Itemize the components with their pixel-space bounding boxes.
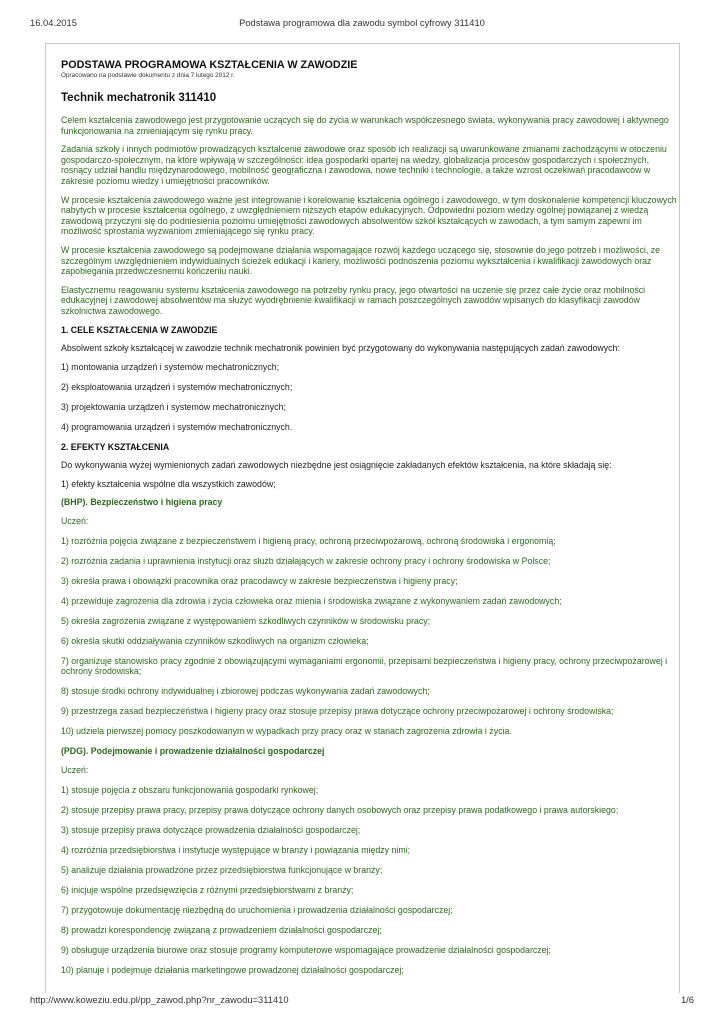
main-title: PODSTAWA PROGRAMOWA KSZTAŁCENIA W ZAWODZIE bbox=[61, 59, 358, 71]
list-item: 2) rozróżnia zadania i uprawnienia instytucji oraz służb działających w zakresie ochrony pracy i ochrony środowiska w Polsce; bbox=[61, 555, 551, 566]
list-item: 5) określa zagrożenia związane z występowaniem szkodliwych czynników w środowisku pracy; bbox=[61, 615, 431, 626]
subsection-heading: (BHP). Bezpieczeństwo i higiena pracy bbox=[61, 497, 223, 508]
list-item: 6) inicjuje wspólne przedsięwzięcia z różnymi przedsiębiorstwami z branży; bbox=[61, 884, 354, 895]
page-number: 1/6 bbox=[680, 994, 694, 1005]
list-item: 10) udziela pierwszej pomocy poszkodowanym w wypadkach przy pracy oraz w stanach zagrożenia zdrowia i życia. bbox=[61, 726, 512, 737]
list-item: 1) stosuje pojęcia z obszaru funkcjonowania gospodarki rynkowej; bbox=[61, 785, 319, 795]
intro-paragraph: W procesie kształcenia zawodowego ważne jest integrowanie i korelowanie kształcenia ogólnego i zawodowego, w tym doskonalenie kompetencji kluczowych nabytych w procesie kształcenia ogólnego, z uwzględnieniem niższych etapów edukacyjnych. Odpowiedni poziom wiedzy ogólnej powiązanej z wiedzą zawodową przyczyni się do podniesienia poziomu umiejętności zawodowych absolwentów szkół kształcących w zawodach, a tym samym zapewni im możliwość sprostania wyzwaniom zmieniającego się rynku pracy. bbox=[61, 194, 677, 237]
intro-paragraph: Elastycznemu reagowaniu systemu kształcenia zawodowego na potrzeby rynku pracy, jego otwartości na uczenie się przez całe życie oraz mobilności edukacyjnej i zawodowej absolwentów ma służyć wyodrębnienie kwalifikacji w ramach poszczególnych zawodów wpisanych do klasyfikacji zawodów szkolnictwa zawodowego. bbox=[61, 284, 646, 316]
profession-title: Technik mechatronik 311410 bbox=[61, 92, 217, 104]
student-label: Uczeń: bbox=[61, 516, 89, 526]
list-item: 2) eksploatowania urządzeń i systemów mechatronicznych; bbox=[61, 381, 293, 392]
list-item: 4) programowania urządzeń i systemów mechatronicznych. bbox=[61, 421, 293, 432]
student-label: Uczeń: bbox=[61, 765, 89, 776]
list-item: 7) przygotowuje dokumentację niezbędną do uruchomienia i prowadzenia działalności gospodarczej; bbox=[61, 904, 453, 915]
section-intro: Do wykonywania wyżej wymienionych zadań zawodowych niezbędne jest osiągnięcie zakładanych efektów kształcenia, na które składają się: bbox=[61, 460, 612, 471]
subsection-heading: (PDG). Podejmowanie i prowadzenie działalności gospodarczej bbox=[61, 746, 325, 757]
list-item: 10) planuje i podejmuje działania marketingowe prowadzonej działalności gospodarczej; bbox=[61, 964, 404, 975]
list-item: 3) projektowania urządzeń i systemów mechatronicznych; bbox=[61, 401, 286, 412]
print-header bbox=[30, 17, 694, 31]
list-item: 1) rozróżnia pojęcia związane z bezpieczeństwem i higieną pracy, ochroną przeciwpożarową, ochroną środowiska i ergonomią; bbox=[61, 535, 556, 546]
list-item: 8) prowadzi korespondencję związaną z prowadzeniem działalności gospodarczej; bbox=[61, 924, 382, 935]
list-item: 5) analizuje działania prowadzone przez przedsiębiorstwa funkcjonujące w branży; bbox=[61, 864, 383, 875]
list-item: 2) stosuje przepisy prawa pracy, przepisy prawa dotyczące ochrony danych osobowych oraz przepisy prawa podatkowego i prawa autorskiego; bbox=[61, 804, 619, 815]
list-item: 9) przestrzega zasad bezpieczeństwa i higieny pracy oraz stosuje przepisy prawa dotyczące ochrony przeciwpożarowej i ochrony środowiska; bbox=[61, 706, 614, 717]
section-heading: 1. CELE KSZTAŁCENIA W ZAWODZIE bbox=[61, 324, 218, 335]
print-footer bbox=[30, 994, 694, 1008]
list-item: 3) stosuje przepisy prawa dotyczące prowadzenia działalności gospodarczej; bbox=[61, 824, 361, 835]
print-date: 16.04.2015 bbox=[30, 17, 77, 28]
document-subtitle: Opracowano na podstawie dokumentu z dnia 7 lutego 2012 r. bbox=[61, 72, 235, 79]
document-content bbox=[61, 59, 679, 985]
section-subitem: 1) efekty kształcenia wspólne dla wszystkich zawodów; bbox=[61, 478, 276, 489]
list-item: 8) stosuje środki ochrony indywidualnej i zbiorowej podczas wykonywania zadań zawodowych; bbox=[61, 686, 430, 697]
intro-paragraph: W procesie kształcenia zawodowego są podejmowane działania wspomagające rozwój każdego uczącego się, stosownie do jego potrzeb i możliwości, ze szczególnym uwzględnieniem indywidualnych ścieżek edukacji i kariery, możliwości podnoszenia poziomu wykształcenia i kwalifikacji zawodowych oraz zapobiegania przedwczesnemu kończeniu nauki. bbox=[61, 244, 660, 277]
list-item: 9) obsługuje urządzenia biurowe oraz stosuje programy komputerowe wspomagające prowadzenie działalności gospodarczej; bbox=[61, 944, 551, 955]
intro-paragraph: Zadania szkoły i innych podmiotów prowadzących kształcenie zawodowe oraz sposób ich realizacji są uwarunkowane zmianami zachodzącymi w otoczeniu gospodarczo-społecznym, na które wpływają w szczególności: idea gospodarki opartej na wiedzy, globalizacja procesów gospodarczych i społecznych, rosnący udział handlu międzynarodowego, mobilność geograficzna i zawodowa, nowe techniki i technologie, a także wzrost oczekiwań pracodawców w zakresie poziomu wiedzy i umiejętności pracowników. bbox=[61, 144, 667, 186]
section-heading: 2. EFEKTY KSZTAŁCENIA bbox=[61, 441, 170, 452]
page-url[interactable]: http://www.koweziu.edu.pl/pp_zawod.php?nr_zawodu=311410 bbox=[30, 994, 289, 1005]
list-item: 4) rozróżnia przedsiębiorstwa i instytucje występujące w branży i powiązania między nimi; bbox=[61, 844, 411, 855]
section-intro: Absolwent szkoły kształcącej w zawodzie technik mechatronik powinien być przygotowany do wykonywania następujących zadań zawodowych: bbox=[61, 343, 620, 354]
list-item: 7) organizuje stanowisko pracy zgodnie z obowiązującymi wymaganiami ergonomii, przepisami bezpieczeństwa i higieny pracy, ochrony przeciwpożarowej i ochrony środowiska; bbox=[61, 655, 668, 677]
list-item: 4) przewiduje zagrożenia dla zdrowia i życia człowieka oraz mienia i środowiska związane z wykonywaniem zadań zawodowych; bbox=[61, 595, 562, 606]
intro-paragraph: Celem kształcenia zawodowego jest przygotowanie uczących się do życia w warunkach współczesnego świata, wykonywania pracy zawodowej i aktywnego funkcjonowania na zmieniającym się rynku pracy. bbox=[61, 115, 669, 136]
list-item: 1) montowania urządzeń i systemów mechatronicznych; bbox=[61, 361, 280, 372]
list-item: 6) określa skutki oddziaływania czynników szkodliwych na organizm człowieka; bbox=[61, 635, 369, 646]
list-item: 3) określa prawa i obowiązki pracownika oraz pracodawcy w zakresie bezpieczeństwa i higieny pracy; bbox=[61, 575, 458, 586]
print-title: Podstawa programowa dla zawodu symbol cyfrowy 311410 bbox=[239, 17, 485, 28]
